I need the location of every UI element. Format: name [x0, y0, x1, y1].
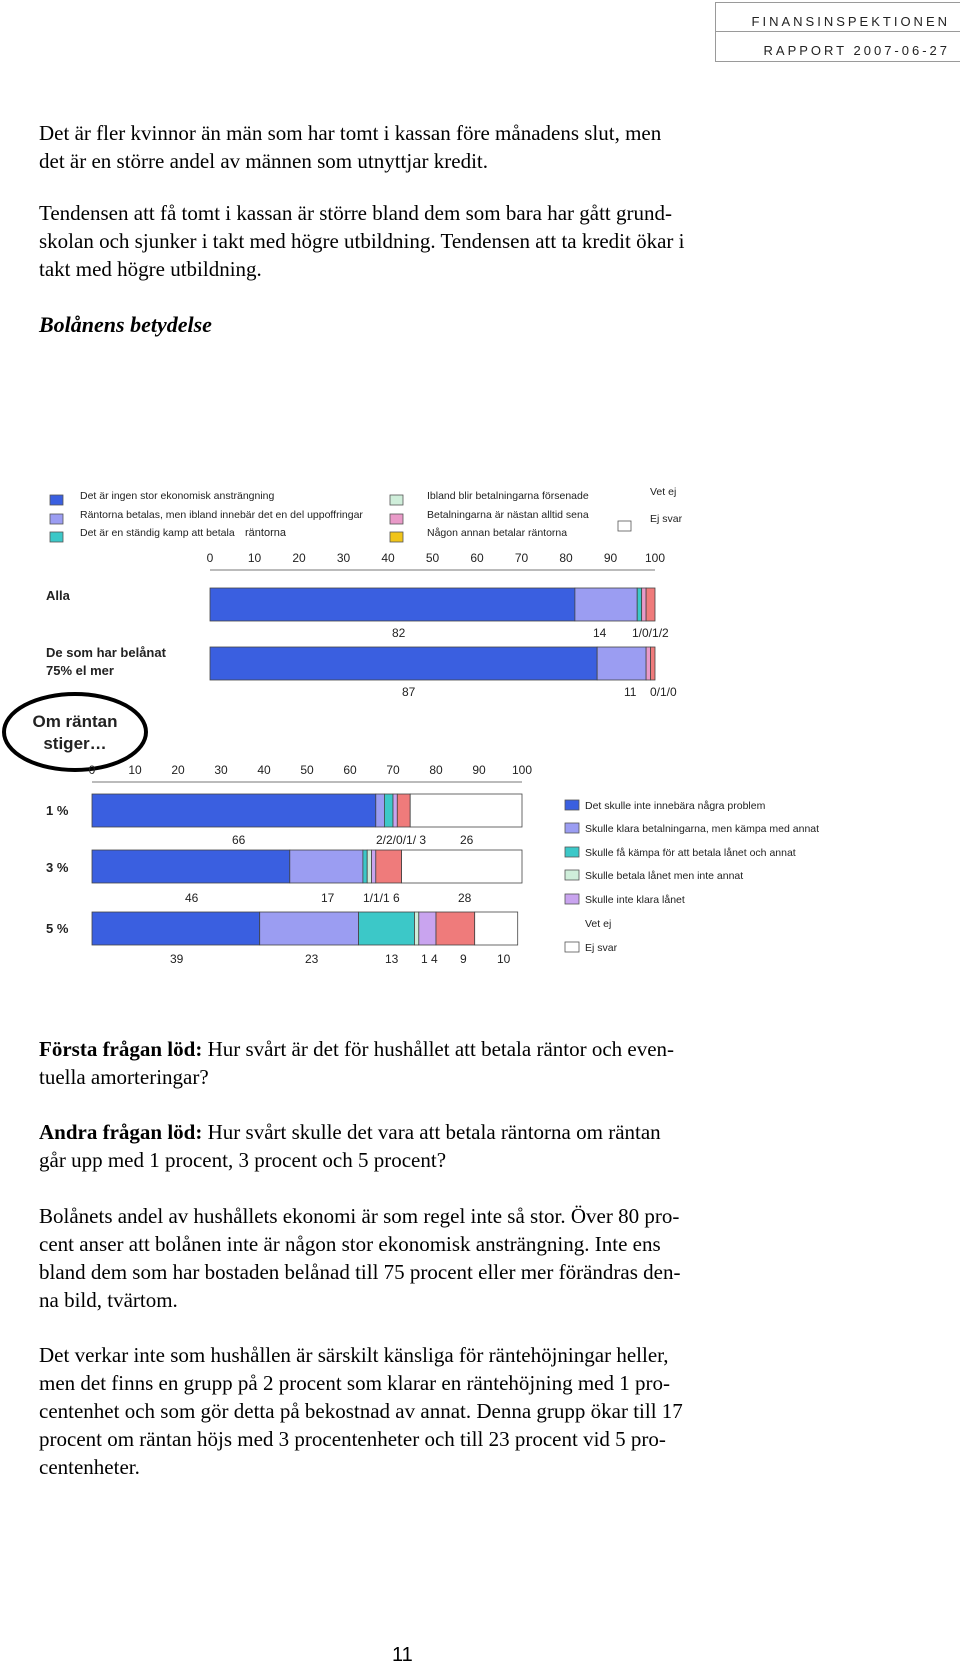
axis-tick-label: 90	[603, 551, 618, 565]
axis-tick-label: 40	[257, 763, 271, 777]
bar-segment	[210, 588, 575, 621]
legend-label: Räntorna betalas, men ibland innebär det en del uppoffringar	[80, 509, 363, 521]
category-label: 75% el mer	[46, 663, 114, 678]
data-label: 28	[458, 891, 472, 905]
axis-tick-label: 50	[300, 763, 314, 777]
legend-label: Det är ingen stor ekonomisk ansträngning	[80, 490, 275, 502]
legend-swatch	[390, 532, 403, 542]
axis-tick-label: 70	[386, 763, 400, 777]
axis-tick-label: 0	[206, 551, 214, 565]
legend-label: Ej svar	[650, 513, 683, 525]
data-label: 66	[232, 833, 246, 847]
legend-swatch	[50, 495, 63, 505]
axis-tick-label: 0	[88, 763, 96, 777]
legend-swatch	[50, 532, 63, 542]
legend-label: Det skulle inte innebära några problem	[585, 800, 766, 812]
question-1-lead: Första frågan löd:	[39, 1037, 203, 1061]
data-label: 87	[402, 685, 416, 699]
bar-segment	[475, 912, 518, 945]
question-1-text: Hur svårt är det för hushållet att betala räntor och even- tuella amorteringar?	[39, 1037, 675, 1089]
data-label: 2/2/0/1/ 3	[376, 833, 427, 847]
data-label: 14	[593, 626, 607, 640]
legend-label: Ibland blir betalningarna försenade	[427, 490, 589, 502]
legend-swatch	[618, 521, 631, 531]
legend-label: Skulle klara betalningarna, men kämpa med annat	[585, 823, 820, 835]
category-label: 1 %	[46, 803, 69, 818]
question-2	[39, 1118, 769, 1174]
axis-tick-label: 10	[247, 551, 262, 565]
legend-swatch	[565, 942, 579, 952]
report-date: RAPPORT 2007-06-27	[763, 43, 950, 58]
bar-segment	[436, 912, 475, 945]
bar-segment	[393, 794, 397, 827]
legend-swatch	[390, 495, 403, 505]
legend-label: Ej svar	[585, 942, 618, 954]
axis-tick-label: 80	[429, 763, 443, 777]
axis-tick-label: 20	[171, 763, 185, 777]
data-label: 0/1/0	[650, 685, 677, 699]
legend-swatch	[565, 823, 579, 833]
axis-tick-label: 50	[425, 551, 440, 565]
bar-segment	[384, 794, 393, 827]
data-label: 39	[170, 952, 184, 966]
legend-label: Skulle betala lånet men inte annat	[585, 870, 744, 882]
legend-label: Skulle få kämpa för att betala lånet och annat	[585, 847, 796, 859]
question-2-lead: Andra frågan löd:	[39, 1120, 203, 1144]
axis-tick-label: 70	[514, 551, 529, 565]
legend-swatch	[565, 870, 579, 880]
legend-label: Betalningarna är nästan alltid sena	[427, 509, 589, 521]
bar-segment	[376, 794, 385, 827]
question-2-text: Hur svårt skulle det vara att betala räntorna om räntan går upp med 1 procent, 3 procent och 5 procent?	[39, 1120, 661, 1172]
bar-segment	[376, 850, 402, 883]
axis-tick-label: 30	[214, 763, 228, 777]
organization-name: FINANSINSPEKTIONEN	[751, 14, 950, 29]
bar-segment	[372, 850, 376, 883]
bar-segment	[637, 588, 641, 621]
legend-swatch	[565, 894, 579, 904]
data-label: 1/1/1 6	[363, 891, 400, 905]
axis-tick-label: 90	[472, 763, 486, 777]
chart-title: Om räntan	[32, 712, 118, 731]
axis-tick-label: 60	[343, 763, 357, 777]
paragraph-1: Det är fler kvinnor än män som har tomt i kassan före månadens slut, men det är en större andel av männen som utnyttjar kredit.	[39, 121, 662, 173]
bar-segment	[92, 850, 290, 883]
bar-segment	[575, 588, 637, 621]
bar-segment	[363, 850, 367, 883]
legend-label: Någon annan betalar räntorna	[427, 527, 568, 539]
axis-tick-label: 10	[128, 763, 142, 777]
bar-segment	[210, 647, 597, 680]
legend-label: räntorna	[245, 527, 286, 539]
paragraph-4: Det verkar inte som hushållen är särskilt känsliga för räntehöjningar heller, men det finns en grupp på 2 procent som klarar en räntehöjning med 1 pro- centenhet och som gör detta på bekostnad av annat. Denna grupp ökar till 17 procent om räntan höjs med 3 procentenheter och till 23 procent vid 5 pro- centenheter.	[39, 1343, 683, 1479]
axis-tick-label: 60	[470, 551, 484, 565]
axis-tick-label: 40	[381, 551, 395, 565]
data-label: 26	[460, 833, 474, 847]
bar-segment	[402, 850, 522, 883]
question-1	[39, 1035, 769, 1091]
legend-label: Skulle inte klara lånet	[585, 894, 685, 906]
bar-segment	[92, 794, 376, 827]
data-label: 13	[385, 952, 399, 966]
axis-tick-label: 30	[336, 551, 351, 565]
bar-segment	[597, 647, 646, 680]
legend-swatch	[50, 514, 63, 524]
bar-segment	[260, 912, 359, 945]
bar-segment	[359, 912, 415, 945]
bar-segment	[290, 850, 363, 883]
section-heading: Bolånens betydelse	[39, 312, 212, 337]
bar-segment	[419, 912, 436, 945]
mortgage-charts-figure	[0, 470, 960, 970]
legend-label: Vet ej	[650, 486, 677, 498]
bar-segment	[651, 647, 655, 680]
data-label: 10	[497, 952, 511, 966]
axis-tick-label: 20	[292, 551, 306, 565]
bar-segment	[92, 912, 260, 945]
data-label: 9	[460, 952, 467, 966]
category-label: De som har belånat	[46, 645, 166, 660]
bar-segment	[397, 794, 410, 827]
data-label: 1/0/1/2	[632, 626, 669, 640]
report-header-divider	[715, 31, 960, 32]
legend-swatch	[565, 800, 579, 810]
bar-segment	[415, 912, 419, 945]
data-label: 17	[321, 891, 335, 905]
bar-segment	[410, 794, 522, 827]
data-label: 11	[624, 685, 637, 699]
category-label: 3 %	[46, 860, 69, 875]
category-label: 5 %	[46, 921, 69, 936]
data-label: 46	[185, 891, 199, 905]
bar-segment	[367, 850, 371, 883]
data-label: 82	[392, 626, 406, 640]
axis-tick-label: 100	[511, 763, 533, 777]
bar-segment	[642, 588, 646, 621]
category-label: Alla	[46, 588, 70, 603]
legend-label: Det är en ständig kamp att betala	[80, 527, 235, 539]
chart-title: stiger…	[43, 734, 107, 753]
paragraph-2: Tendensen att få tomt i kassan är större bland dem som bara har gått grund- skolan och sjunker i takt med högre utbildning. Tendensen att ta kredit ökar i takt med högre utbildning.	[39, 201, 685, 281]
bar-segment	[646, 588, 655, 621]
title-ellipse	[4, 694, 146, 770]
paragraph-3: Bolånets andel av hushållets ekonomi är som regel inte så stor. Över 80 pro- cent anser att bolånen inte är någon stor ekonomisk ansträngning. Inte ens bland dem som har bostaden belånad till 75 procent eller mer förändras den- na bild, tvärtom.	[39, 1204, 681, 1312]
data-label: 1 4	[421, 952, 438, 966]
legend-swatch	[390, 514, 403, 524]
page-number: 11	[392, 1644, 413, 1666]
data-label: 23	[305, 952, 319, 966]
legend-label: Vet ej	[585, 918, 612, 930]
axis-tick-label: 100	[644, 551, 666, 565]
axis-tick-label: 80	[559, 551, 573, 565]
legend-swatch	[565, 847, 579, 857]
bar-segment	[646, 647, 650, 680]
